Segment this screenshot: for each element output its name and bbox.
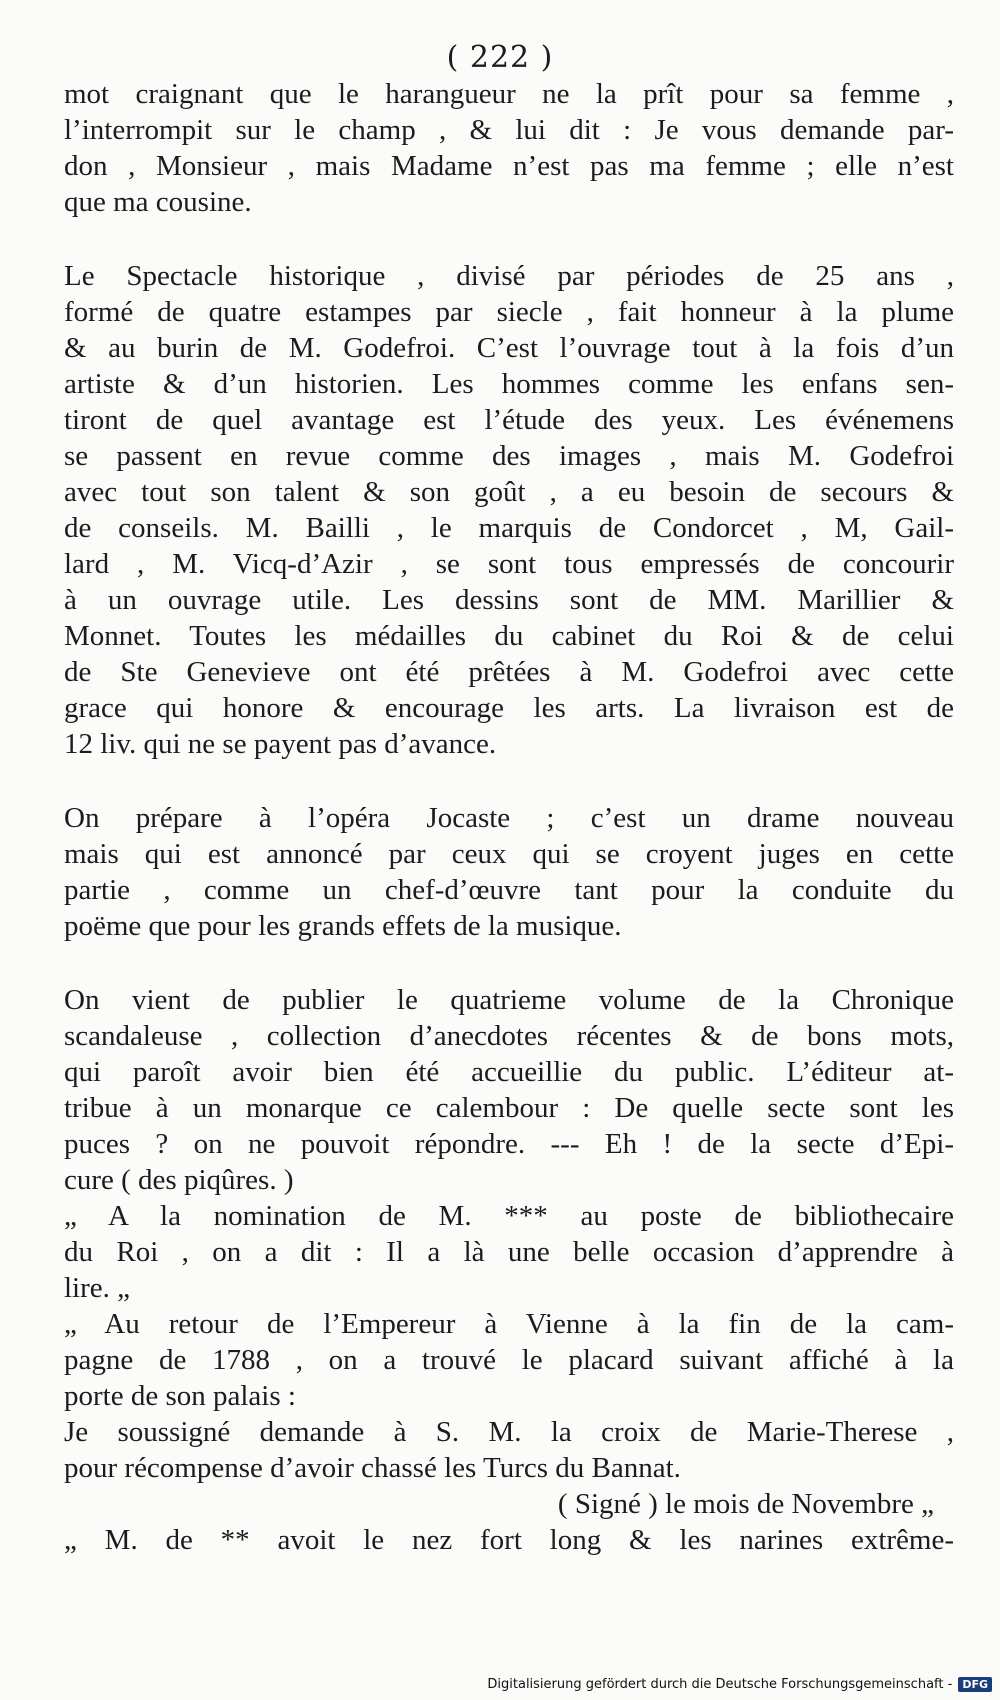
text-line: On vient de publier le quatrieme volume de la Chronique [64, 984, 954, 1016]
text-line: lard , M. Vicq-d’Azir , se sont tous empressés de concourir [64, 548, 954, 580]
text-line: „ A la nomination de M. *** au poste de bibliothecaire [64, 1200, 954, 1232]
text-line: Le Spectacle historique , divisé par périodes de 25 ans , [64, 260, 954, 292]
text-line: mot craignant que le harangueur ne la prît pour sa femme , [64, 78, 954, 110]
digitization-credit [487, 1677, 992, 1692]
dfg-logo: DFG [958, 1677, 992, 1692]
text-line: se passent en revue comme des images , mais M. Godefroi [64, 440, 954, 472]
text-line: avec tout son talent & son goût , a eu besoin de secours & [64, 476, 954, 508]
paragraph-gap [64, 220, 954, 258]
paragraph-gap [64, 944, 954, 982]
text-line: Je soussigné demande à S. M. la croix de Marie-Therese , [64, 1416, 954, 1448]
text-line: scandaleuse , collection d’anecdotes récentes & de bons mots, [64, 1020, 954, 1052]
text-line: grace qui honore & encourage les arts. La livraison est de [64, 692, 954, 724]
text-line: cure ( des piqûres. ) [64, 1164, 294, 1196]
text-line: 12 liv. qui ne se payent pas d’avance. [64, 728, 497, 760]
text-line: tribue à un monarque ce calembour : De quelle secte sont les [64, 1092, 954, 1124]
text-line: que ma cousine. [64, 186, 252, 218]
text-line: poëme que pour les grands effets de la musique. [64, 910, 622, 942]
text-line: don , Monsieur , mais Madame n’est pas ma femme ; elle n’est [64, 150, 954, 182]
text-line: de conseils. M. Bailli , le marquis de Condorcet , M, Gail- [64, 512, 954, 544]
page-number: ( 222 ) [446, 40, 554, 75]
text-line: ( Signé ) le mois de Novembre „ [557, 1488, 934, 1520]
text-line: artiste & d’un historien. Les hommes comme les enfans sen- [64, 368, 954, 400]
text-line: partie , comme un chef-d’œuvre tant pour la conduite du [64, 874, 954, 906]
text-line: du Roi , on a dit : Il a là une belle occasion d’apprendre à [64, 1236, 954, 1268]
text-line: & au burin de M. Godefroi. C’est l’ouvrage tout à la fois d’un [64, 332, 954, 364]
text-line: formé de quatre estampes par siecle , fait honneur à la plume [64, 296, 954, 328]
text-line: à un ouvrage utile. Les dessins sont de MM. Marillier & [64, 584, 954, 616]
text-line: porte de son palais : [64, 1380, 296, 1412]
text-line: mais qui est annoncé par ceux qui se croyent juges en cette [64, 838, 954, 870]
text-line: tiront de quel avantage est l’étude des yeux. Les événemens [64, 404, 954, 436]
text-line: l’interrompit sur le champ , & lui dit : Je vous demande par- [64, 114, 954, 146]
text-line: puces ? on ne pouvoit répondre. --- Eh ! de la secte d’Epi- [64, 1128, 954, 1160]
text-line: On prépare à l’opéra Jocaste ; c’est un drame nouveau [64, 802, 954, 834]
text-line: „ Au retour de l’Empereur à Vienne à la fin de la cam- [64, 1308, 954, 1340]
text-line: qui paroît avoir bien été accueillie du public. L’éditeur at- [64, 1056, 954, 1088]
body-text [64, 76, 954, 1558]
text-line: Monnet. Toutes les médailles du cabinet du Roi & de celui [64, 620, 954, 652]
text-line: lire. „ [64, 1272, 131, 1304]
credit-text: Digitalisierung gefördert durch die Deutsche Forschungsgemeinschaft - [487, 1677, 953, 1692]
text-line: de Ste Genevieve ont été prêtées à M. Godefroi avec cette [64, 656, 954, 688]
text-line: pour récompense d’avoir chassé les Turcs du Bannat. [64, 1452, 681, 1484]
text-line: pagne de 1788 , on a trouvé le placard suivant affiché à la [64, 1344, 954, 1376]
text-line: „ M. de ** avoit le nez fort long & les narines extrême- [64, 1524, 954, 1556]
paragraph-gap [64, 762, 954, 800]
